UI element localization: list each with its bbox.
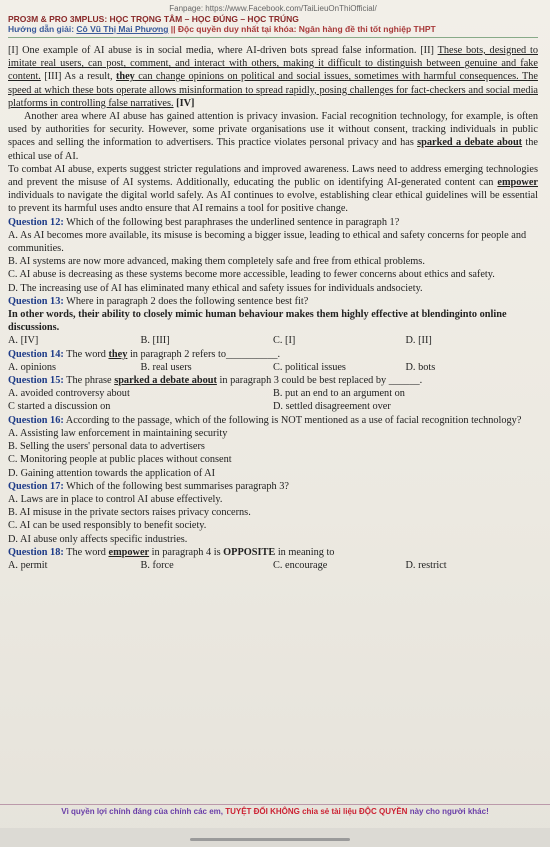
q13-option-a[interactable]: A. [IV]: [8, 335, 39, 347]
q15-options-row-1: [8, 387, 538, 400]
q17-option-a[interactable]: A. Laws are in place to control AI abuse effectively.: [8, 493, 223, 505]
question-12: Question 12: Which of the following best paraphrases the underlined sentence in paragraph 1?: [8, 216, 400, 228]
q14-options: [8, 361, 538, 374]
question-18: Question 18: The word empower in paragraph 4 is OPPOSITE in meaning to: [8, 546, 335, 558]
passage-paragraph-3: To combat AI abuse, experts suggest stricter regulations and improved awareness. Laws need to address emerging technologies and prevent the misuse of AI systems. Additionally, educating the public on identifying AI-generated content can empower individuals to navigate the digital world safely. As AI continues to evolve, establishing clear ethical guidelines will be essential to prevent its harmful uses andto ensure that AI remains a tool for positive change.: [8, 163, 538, 215]
q15-option-b[interactable]: B. put an end to an argument on: [273, 388, 405, 400]
q18-options: [8, 559, 538, 572]
q14-option-b[interactable]: B. real users: [140, 361, 192, 373]
phrase-sparked-debate: sparked a debate about: [417, 137, 523, 149]
q18-option-b[interactable]: B. force: [140, 559, 174, 571]
copyright-footer: Vì quyền lợi chính đáng của chính các em, TUYỆT ĐỐI KHÔNG chia sẻ tài liệu ĐỘC QUYỀN này cho người khác!: [0, 804, 550, 816]
q13-option-b[interactable]: B. [III]: [140, 335, 170, 347]
q15-options-row-2: [8, 400, 538, 413]
q15-option-d[interactable]: D. settled disagreement over: [273, 401, 391, 413]
q17-option-c[interactable]: C. AI can be used responsibly to benefit society.: [8, 520, 207, 532]
q16-option-a[interactable]: A. Assisting law enforcement in maintaining security: [8, 427, 228, 439]
q13-option-c[interactable]: C. [I]: [273, 335, 296, 347]
q17-option-b[interactable]: B. AI misuse in the private sectors raises privacy concerns.: [8, 507, 251, 519]
q17-option-d[interactable]: D. AI abuse only affects specific industries.: [8, 533, 188, 545]
q13-quote: In other words, their ability to closely mimic human behaviour makes them highly effective at blendinginto online discussions.: [8, 309, 507, 334]
question-16: Question 16: According to the passage, which of the following is NOT mentioned as a use of facial recognition technology?: [8, 414, 522, 426]
q15-option-a[interactable]: A. avoided controversy about: [8, 388, 130, 400]
q12-option-a[interactable]: A. As AI becomes more available, its misuse is becoming a bigger issue, leading to ethical and safety concerns for people and communities.: [8, 229, 527, 255]
q13-options: [8, 334, 538, 347]
word-they: they: [115, 71, 135, 83]
passage-paragraph-2: Another area where AI abuse has gained attention is privacy invasion. Facial recognition technology, for example, is often used by authorities for security. However, some private organisations use it without consent, tracking individuals in public spaces and selling the information to advertisers. This practice violates personal privacy and has sparked a debate about the ethical use of AI.: [8, 111, 538, 162]
q13-option-d[interactable]: D. [II]: [405, 335, 432, 347]
q16-option-c[interactable]: C. Monitoring people at public places without consent: [8, 454, 232, 466]
underlined-sentence: These bots, designed to imitate real users, can post, comment, and interact with others, making it difficult to distinguish between genuine and fake content.: [8, 45, 538, 83]
word-empower: empower: [497, 177, 538, 189]
q14-option-c[interactable]: C. political issues: [273, 361, 346, 373]
q18-option-a[interactable]: A. permit: [8, 559, 48, 571]
q14-option-a[interactable]: A. opinions: [8, 361, 57, 373]
q18-option-d[interactable]: D. restrict: [405, 559, 447, 571]
question-14: Question 14: The word they in paragraph 2 refers to__________.: [8, 348, 281, 360]
q15-option-c[interactable]: C started a discussion on: [8, 401, 111, 413]
course-title: PRO3M & PRO 3MPLUS: HỌC TRỌNG TÂM – HỌC ĐÚNG – HỌC TRÚNG: [8, 14, 299, 24]
q16-option-b[interactable]: B. Selling the users' personal data to advertisers: [8, 441, 205, 453]
q12-option-b[interactable]: B. AI systems are now more advanced, making them completely safe and free from ethical problems.: [8, 256, 425, 268]
q12-option-c[interactable]: C. AI abuse is decreasing as these systems become more accessible, leading to fewer concerns about ethics and safety.: [8, 269, 495, 281]
question-15: Question 15: The phrase sparked a debate about in paragraph 3 could be best replaced by ______.: [8, 375, 423, 387]
passage-paragraph-1: [I] One example of AI abuse is in social media, where AI-driven bots spread false information. [II] These bots, designed to imitate real users, can post, comment, and interact with others, making it difficult to distinguish between genuine and fake content. [III] As a result, they can change opinions on political and social issues, sometimes with harmful consequences. The speed at which these bots operate allows misinformation to spread rapidly, posing challenges for fact-checkers and social media platforms in controlling false narratives. [IV]: [8, 45, 538, 109]
home-indicator[interactable]: [190, 838, 350, 841]
course-subtitle: Hướng dẫn giải: Cô Vũ Thị Mai Phương || Độc quyền duy nhất tại khóa: Ngân hàng đề thi tốt nghiệp THPT: [8, 24, 538, 38]
q16-option-d[interactable]: D. Gaining attention towards the application of AI: [8, 467, 216, 479]
author-name: Cô Vũ Thị Mai Phương: [76, 24, 169, 34]
q12-option-d[interactable]: D. The increasing use of AI has eliminated many ethical and safety issues for individuals andsociety.: [8, 282, 423, 294]
q14-option-d[interactable]: D. bots: [405, 361, 436, 373]
fanpage-url: Fanpage: https://www.Facebook.com/TaiLieuOnThiOfficial/: [169, 4, 377, 13]
q18-option-c[interactable]: C. encourage: [273, 559, 328, 571]
question-13: Question 13: Where in paragraph 2 does the following sentence best fit?: [8, 295, 309, 307]
question-17: Question 17: Which of the following best summarises paragraph 3?: [8, 480, 289, 492]
